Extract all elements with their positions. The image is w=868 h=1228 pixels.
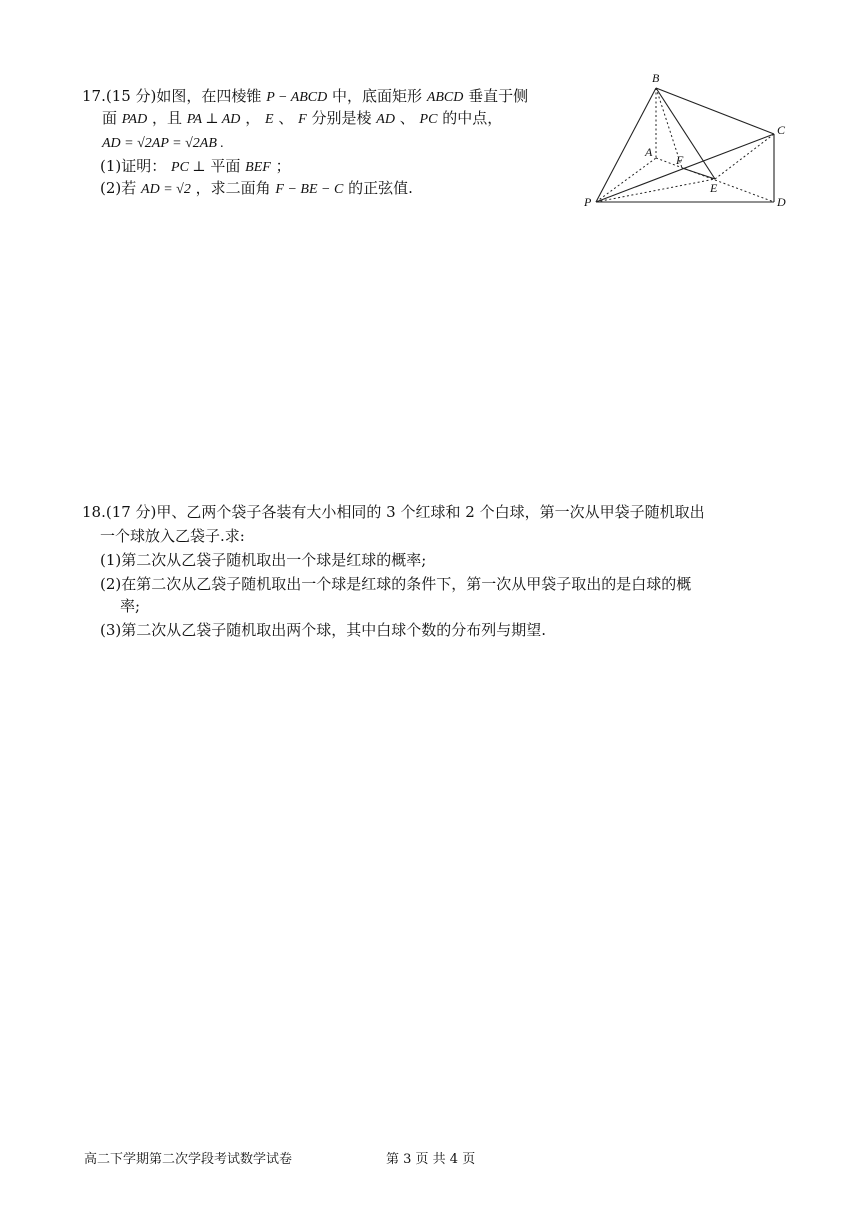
q17-part2 <box>100 178 413 200</box>
label-d: D <box>777 195 786 209</box>
label-b: B <box>652 71 660 85</box>
pyramid-diagram <box>578 66 798 216</box>
text: 面 <box>102 109 118 127</box>
edge-ad-hidden <box>656 158 774 202</box>
math-condition: AD = √2AP = √2AB . <box>102 136 224 151</box>
footer-page: 第 3 页 共 4 页 <box>386 1152 476 1167</box>
math-pad: PAD <box>121 112 148 127</box>
text: ； <box>275 157 291 175</box>
label-a: A <box>645 145 653 159</box>
label-e: E <box>710 181 718 195</box>
q18-part1: (1)第二次从乙袋子随机取出一个球是红球的概率; <box>100 551 427 569</box>
math-perp: PA ⊥ AD <box>186 112 241 127</box>
label-p: P <box>584 195 592 209</box>
math-abcd: ABCD <box>426 90 464 105</box>
text: 分别是棱 <box>311 109 372 127</box>
q17-line1 <box>82 86 528 108</box>
q17-part1 <box>100 156 291 178</box>
math-dihedral: F − BE − C <box>275 182 344 197</box>
q18-line2: 一个球放入乙袋子.求: <box>100 527 245 545</box>
q18-part2: (2)在第二次从乙袋子随机取出一个球是红球的条件下，第一次从甲袋子取出的是白球的概 <box>100 575 692 593</box>
q17-number-text: 17.(15 分)如图，在四棱锥 <box>82 87 262 105</box>
text: ，求二面角 <box>195 179 271 197</box>
label-f: F <box>676 153 684 167</box>
q17-line2 <box>102 108 502 130</box>
edge-pa-hidden <box>596 158 656 202</box>
label-c: C <box>777 123 786 137</box>
text: 中，底面矩形 <box>332 87 423 105</box>
text: 、 <box>278 109 294 127</box>
text: 的中点， <box>442 109 503 127</box>
math-bef: BEF <box>245 160 271 175</box>
math-f: F <box>298 112 307 127</box>
math-ad: AD <box>376 112 395 127</box>
text: (1)证明： <box>100 157 167 175</box>
math-pyramid: P − ABCD <box>266 90 328 105</box>
q18-line1: 18.(17 分)甲、乙两个袋子各装有大小相同的 3 个红球和 2 个白球，第一次从甲袋子随机取出 <box>82 503 705 521</box>
text: 、 <box>399 109 415 127</box>
edge-be <box>656 88 715 179</box>
math-pc: PC <box>419 112 438 127</box>
q17-line3 <box>102 132 224 154</box>
edge-ec-hidden <box>715 134 774 179</box>
text: ， <box>245 109 261 127</box>
edge-pc <box>596 134 774 202</box>
q18-part3: (3)第二次从乙袋子随机取出两个球，其中白球个数的分布列与期望. <box>100 621 547 639</box>
text: 的正弦值. <box>348 179 413 197</box>
math-ad-value: AD = √2 <box>141 182 191 197</box>
q18-part2-cont: 率; <box>120 597 141 615</box>
text: (2)若 <box>100 179 137 197</box>
text: 垂直于侧 <box>468 87 529 105</box>
text: 平面 <box>210 157 241 175</box>
math-pc-perp: PC ⊥ <box>171 160 206 175</box>
text: ，且 <box>152 109 183 127</box>
edge-bc <box>656 88 774 134</box>
footer-title: 高二下学期第二次学段考试数学试卷 <box>84 1152 293 1167</box>
edge-pe-hidden <box>596 179 715 202</box>
math-e: E <box>265 112 274 127</box>
